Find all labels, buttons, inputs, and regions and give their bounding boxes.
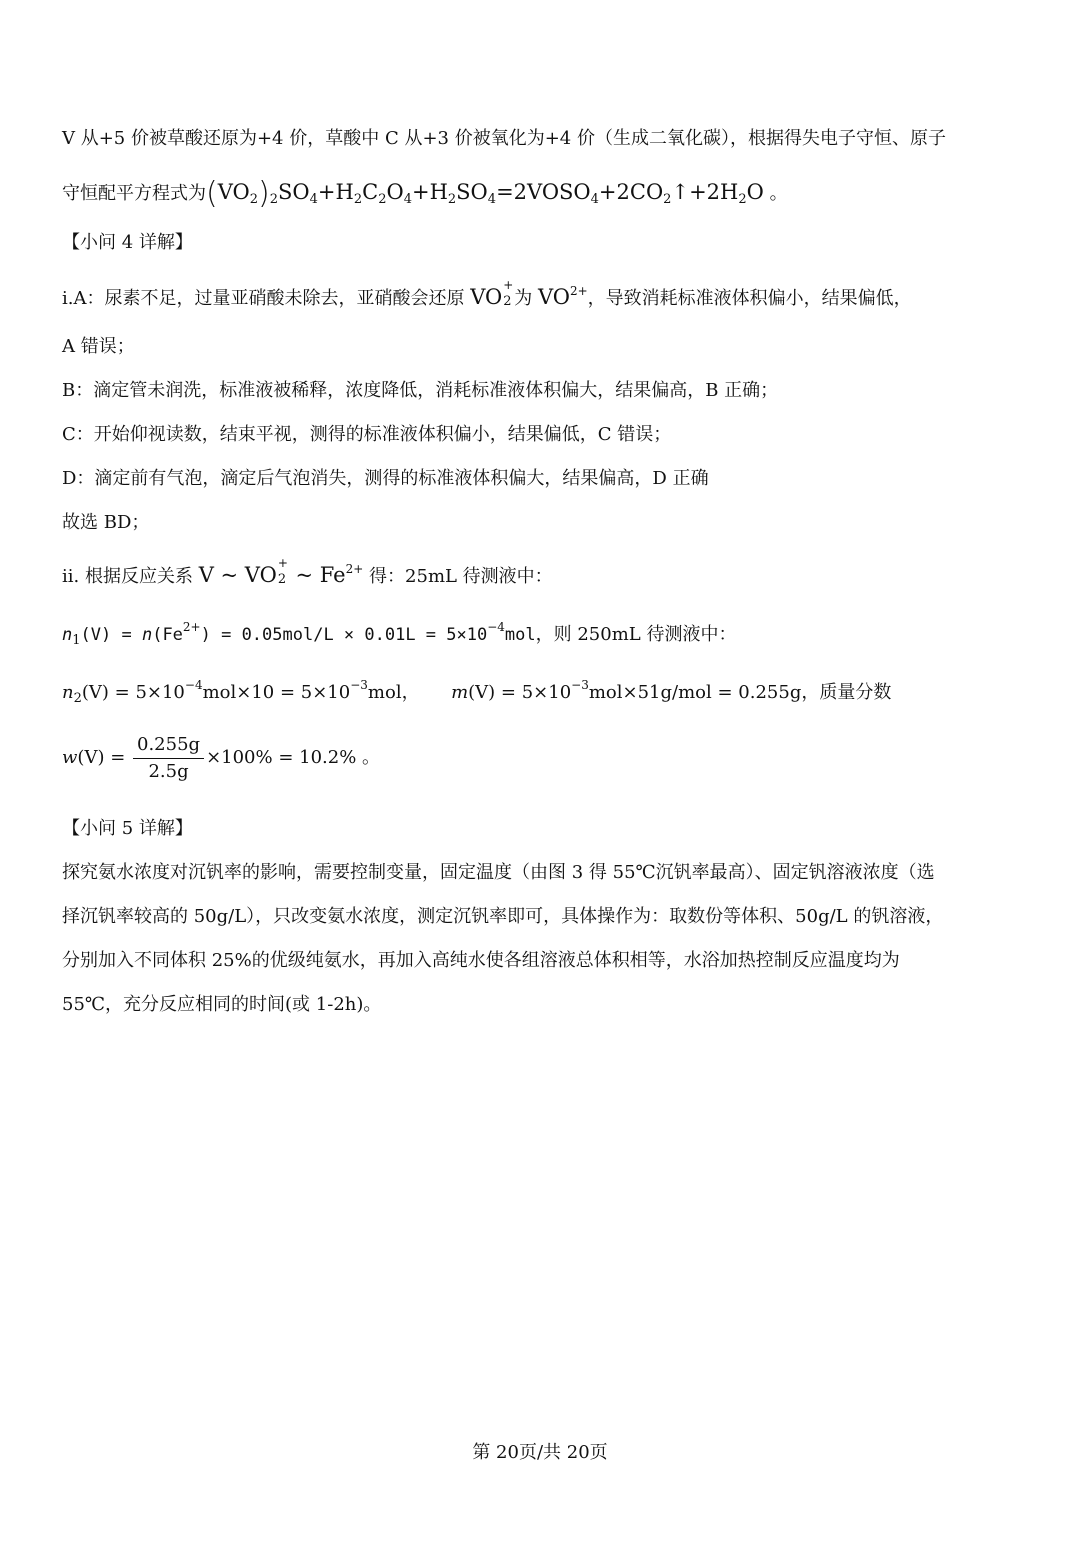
text-segment: 守恒配平方程式为 — [62, 183, 206, 204]
fraction: $\frac{0.255g}{2.5g}$ — [133, 734, 204, 782]
formula-part: VO — [217, 180, 250, 204]
text-line: 故选 BD； — [62, 512, 150, 533]
text-line: C：开始仰视读数，结束平视，测得的标准液体积偏小，结果偏低，C 错误； — [62, 424, 672, 445]
text-line: ⅱ. 根据反应关系 V ~ VO + 2 ~ $Fe^{2+}$ 得：25mL 待测液中： — [62, 556, 553, 587]
paragraph-line: 55℃，充分反应相同的时间(或 1-2h)。 — [62, 994, 382, 1015]
paragraph-line: 分别加入不同体积 25%的优级纯氨水，再加入高纯水使各组溶液总体积相等，水浴加热控制反应温度均为 — [62, 950, 900, 971]
paragraph-line: 探究氨水浓度对沉钒率的影响，需要控制变量，固定温度（由图 3 得 55℃沉钒率最高）、固定钒溶液浓度（选 — [62, 862, 935, 883]
paragraph-line: 择沉钒率较高的 50g/L），只改变氨水浓度，测定沉钒率即可，具体操作为：取数份等体积、50g/L 的钒溶液， — [62, 906, 944, 927]
gas-arrow: ↑ — [671, 180, 690, 204]
fraction-line: w(V) = $\frac{0.255g}{2.5g}$ ×100% = 10.2% 。 — [62, 734, 381, 782]
equation-line: 守恒配平方程式为$(VO_2)_2SO_4+H_2C_2O_4+H_2SO_4=2VOSO_4+2CO_2↑+2H_2O$ 。 — [62, 176, 788, 211]
text-line: B：滴定管未润洗，标准液被稀释，浓度降低，消耗标准液体积偏大，结果偏高，B 正确； — [62, 380, 779, 401]
section-heading-4: 【小问 4 详解】 — [62, 232, 193, 253]
text-line: A 错误； — [62, 336, 135, 357]
math-line: $n_2(V) = 5\times 10^{-4}mol\times 10 = 5\times 10^{-3}mol$， $m(V) = 5\times 10^{-3}mol\times 51g$/mol = 0.255g，质量分数 — [62, 678, 892, 706]
text-line: ⅰ.A：尿素不足，过量亚硝酸未除去，亚硝酸会还原 VO + 2 为 $VO^{2+}$，导致消耗标准液体积偏小，结果偏低， — [62, 278, 912, 309]
text-line: V 从+5 价被草酸还原为+4 价，草酸中 C 从+3 价被氧化为+4 价（生成二氧化碳），根据得失电子守恒、原子 — [62, 128, 946, 149]
page-number: 第 20页/共 20页 — [472, 1442, 608, 1463]
math-line: $n_1(V) = n(Fe^{2+}) = 0.05mol/L \times 0.01L = 5\times 10^{-4}mol$，则 250mL 待测液中： — [62, 620, 737, 648]
section-heading-5: 【小问 5 详解】 — [62, 818, 193, 839]
text-line: D：滴定前有气泡，滴定后气泡消失，测得的标准液体积偏大，结果偏高，D 正确 — [62, 468, 709, 489]
